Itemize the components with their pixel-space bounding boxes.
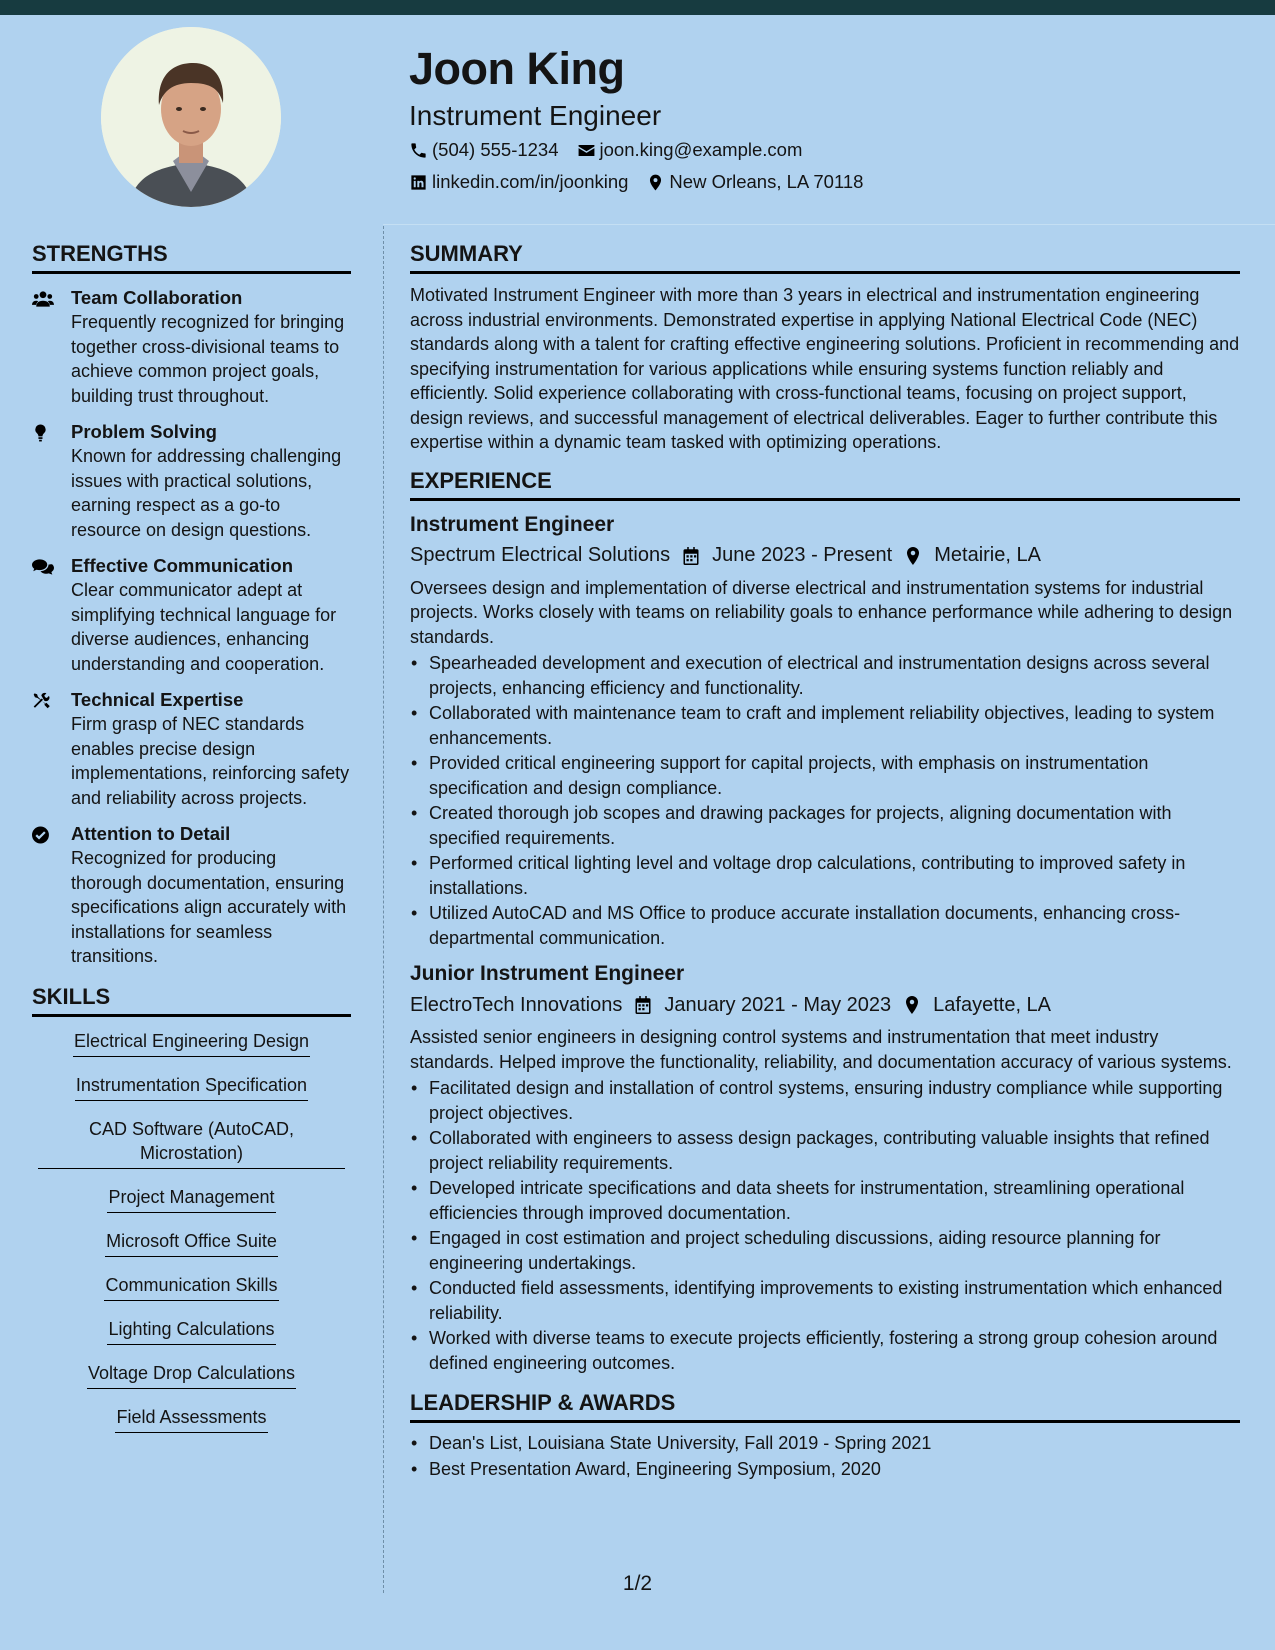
bullet-item: • Performed critical lighting level and voltage drop calculations, contributing to improved safety in installations. <box>410 851 1240 900</box>
job-meta <box>410 539 1240 573</box>
email-contact[interactable] <box>577 139 803 161</box>
skill-item: Voltage Drop Calculations <box>32 1361 351 1389</box>
bullet-item: • Facilitated design and installation of control systems, ensuring industry compliance while supporting project objectives. <box>410 1076 1240 1125</box>
header-divider <box>383 224 1275 225</box>
profile-photo <box>101 27 281 207</box>
phone-contact <box>409 139 559 161</box>
awards-heading: LEADERSHIP & AWARDS <box>410 1389 1240 1423</box>
strength-title: Problem Solving <box>71 421 217 442</box>
skills-heading: SKILLS <box>32 983 351 1017</box>
summary-heading: SUMMARY <box>410 240 1240 274</box>
bullet-item: • Utilized AutoCAD and MS Office to produce accurate installation documents, enhancing cross-departmental communication. <box>410 901 1240 950</box>
skill-item: Microsoft Office Suite <box>32 1229 351 1257</box>
check-circle-icon <box>32 825 54 845</box>
award-item: • Dean's List, Louisiana State University, Fall 2019 - Spring 2021 <box>410 1431 1240 1456</box>
resume-header <box>409 40 1249 198</box>
map-pin-icon <box>904 546 922 566</box>
summary-text: Motivated Instrument Engineer with more than 3 years in electrical and instrumentation engineering across industrial environments. Demonstrated expertise in applying National Electrical Code (NEC) standards along with a talent for crafting effective engineering solutions. Proficient in recommending and specifying instrumentation for various applications while ensuring systems function reliably and efficiently. Solid experience collaborating with cross-functional teams, focusing on project support, design reviews, and successful management of electrical deliverables. Eager to further contribute this expertise within a dynamic team tasked with optimizing operations. <box>410 285 1240 452</box>
bullet-item: • Spearheaded development and execution of electrical and instrumentation designs across several projects, enhancing efficiency and functionality. <box>410 651 1240 700</box>
phone-text: (504) 555-1234 <box>432 139 559 160</box>
strength-title: Team Collaboration <box>71 287 243 308</box>
skill-item: Communication Skills <box>32 1273 351 1301</box>
linkedin-text[interactable]: linkedin.com/in/joonking <box>432 171 629 192</box>
job-dates: January 2021 - May 2023 <box>664 993 892 1016</box>
job-title: Junior Instrument Engineer <box>410 962 685 985</box>
contact-row-2 <box>409 166 1249 198</box>
job-description: Assisted senior engineers in designing control systems and instrumentation that meet industry standards. Helped improve the functionality, reliability, and documentation accuracy of various systems. <box>410 1027 1232 1072</box>
strengths-list <box>32 286 351 969</box>
strength-desc: Recognized for producing thorough documentation, ensuring specifications align accurately with installations for seamless transitions. <box>71 848 347 966</box>
awards-list <box>410 1431 1240 1481</box>
strength-item <box>32 554 351 676</box>
strength-item <box>32 822 351 969</box>
strength-title: Effective Communication <box>71 555 294 576</box>
strength-desc: Frequently recognized for bringing together cross-divisional teams to achieve common project goals, building trust throughout. <box>71 312 345 406</box>
skill-item: Lighting Calculations <box>32 1317 351 1345</box>
strengths-heading: STRENGTHS <box>32 240 351 274</box>
job-bullets <box>410 1076 1240 1375</box>
candidate-name: Joon King <box>409 43 625 94</box>
skill-item: Instrumentation Specification <box>32 1073 351 1101</box>
bullet-item: • Developed intricate specifications and data sheets for instrumentation, streamlining operational efficiencies through improved documentation. <box>410 1176 1240 1225</box>
left-column <box>32 240 351 1449</box>
top-accent-bar <box>0 0 1275 15</box>
strength-item <box>32 688 351 810</box>
map-pin-icon <box>903 995 921 1015</box>
strength-item <box>32 286 351 408</box>
right-column <box>410 240 1240 1482</box>
envelope-icon <box>577 141 596 160</box>
job-meta <box>410 988 1240 1022</box>
map-pin-icon <box>646 173 665 192</box>
page-number: 1/2 <box>622 1572 653 1595</box>
job-company: Spectrum Electrical Solutions <box>410 544 671 566</box>
bullet-item: • Engaged in cost estimation and project scheduling discussions, aiding resource planning for engineering undertakings. <box>410 1226 1240 1275</box>
skill-item: CAD Software (AutoCAD, Microstation) <box>32 1117 351 1169</box>
column-divider <box>383 226 384 1593</box>
experience-heading: EXPERIENCE <box>410 467 1240 501</box>
job-location: Lafayette, LA <box>933 993 1052 1016</box>
strength-desc: Firm grasp of NEC standards enables precise design implementations, reinforcing safety and reliability across projects. <box>71 714 350 808</box>
skill-item: Project Management <box>32 1185 351 1213</box>
job-company: ElectroTech Innovations <box>410 993 623 1016</box>
bullet-item: • Worked with diverse teams to execute projects efficiently, fostering a strong group cohesion around defined engineering outcomes. <box>410 1326 1240 1375</box>
job-location: Metairie, LA <box>934 544 1041 566</box>
strength-item <box>32 420 351 542</box>
skill-item: Electrical Engineering Design <box>32 1029 351 1057</box>
award-item: • Best Presentation Award, Engineering Symposium, 2020 <box>410 1457 1240 1482</box>
users-icon <box>32 289 54 309</box>
strength-desc: Clear communicator adept at simplifying technical language for diverse audiences, enhancing understanding and cooperation. <box>71 580 337 674</box>
job-dates: June 2023 - Present <box>712 544 893 566</box>
job-bullets <box>410 651 1240 950</box>
bullet-item: • Conducted field assessments, identifying improvements to existing instrumentation which enhanced reliability. <box>410 1276 1240 1325</box>
job-entry <box>410 511 1240 951</box>
email-text[interactable]: joon.king@example.com <box>599 139 803 160</box>
tools-icon <box>32 691 54 711</box>
linkedin-contact[interactable] <box>409 171 628 193</box>
skill-item: Field Assessments <box>32 1405 351 1433</box>
location-text: New Orleans, LA 70118 <box>669 171 864 192</box>
strength-desc: Known for addressing challenging issues with practical solutions, earning respect as a go-to resource on design questions. <box>71 446 342 540</box>
strength-title: Technical Expertise <box>71 689 244 710</box>
bullet-item: • Collaborated with engineers to assess design packages, contributing valuable insights that refined project reliability requirements. <box>410 1126 1240 1175</box>
candidate-title: Instrument Engineer <box>409 100 662 131</box>
calendar-icon <box>634 995 652 1015</box>
skills-list <box>32 1029 351 1433</box>
linkedin-icon <box>409 173 428 192</box>
calendar-icon <box>682 546 700 566</box>
strength-title: Attention to Detail <box>71 823 231 844</box>
phone-icon <box>409 141 428 160</box>
bullet-item: • Created thorough job scopes and drawing packages for projects, aligning documentation with specified requirements. <box>410 801 1240 850</box>
job-entry <box>410 960 1240 1375</box>
comments-icon <box>32 557 54 577</box>
location-contact <box>646 171 863 193</box>
bullet-item: • Provided critical engineering support for capital projects, with emphasis on instrumentation specification and design compliance. <box>410 751 1240 800</box>
lightbulb-icon <box>32 423 54 443</box>
job-title: Instrument Engineer <box>410 512 615 536</box>
job-description: Oversees design and implementation of diverse electrical and instrumentation systems for industrial projects. Works closely with teams on reliability goals to enhance performance while adhering to design standards. <box>410 577 1233 647</box>
bullet-item: • Collaborated with maintenance team to craft and implement reliability objectives, leading to system enhancements. <box>410 701 1240 750</box>
contact-row-1 <box>409 134 1249 166</box>
